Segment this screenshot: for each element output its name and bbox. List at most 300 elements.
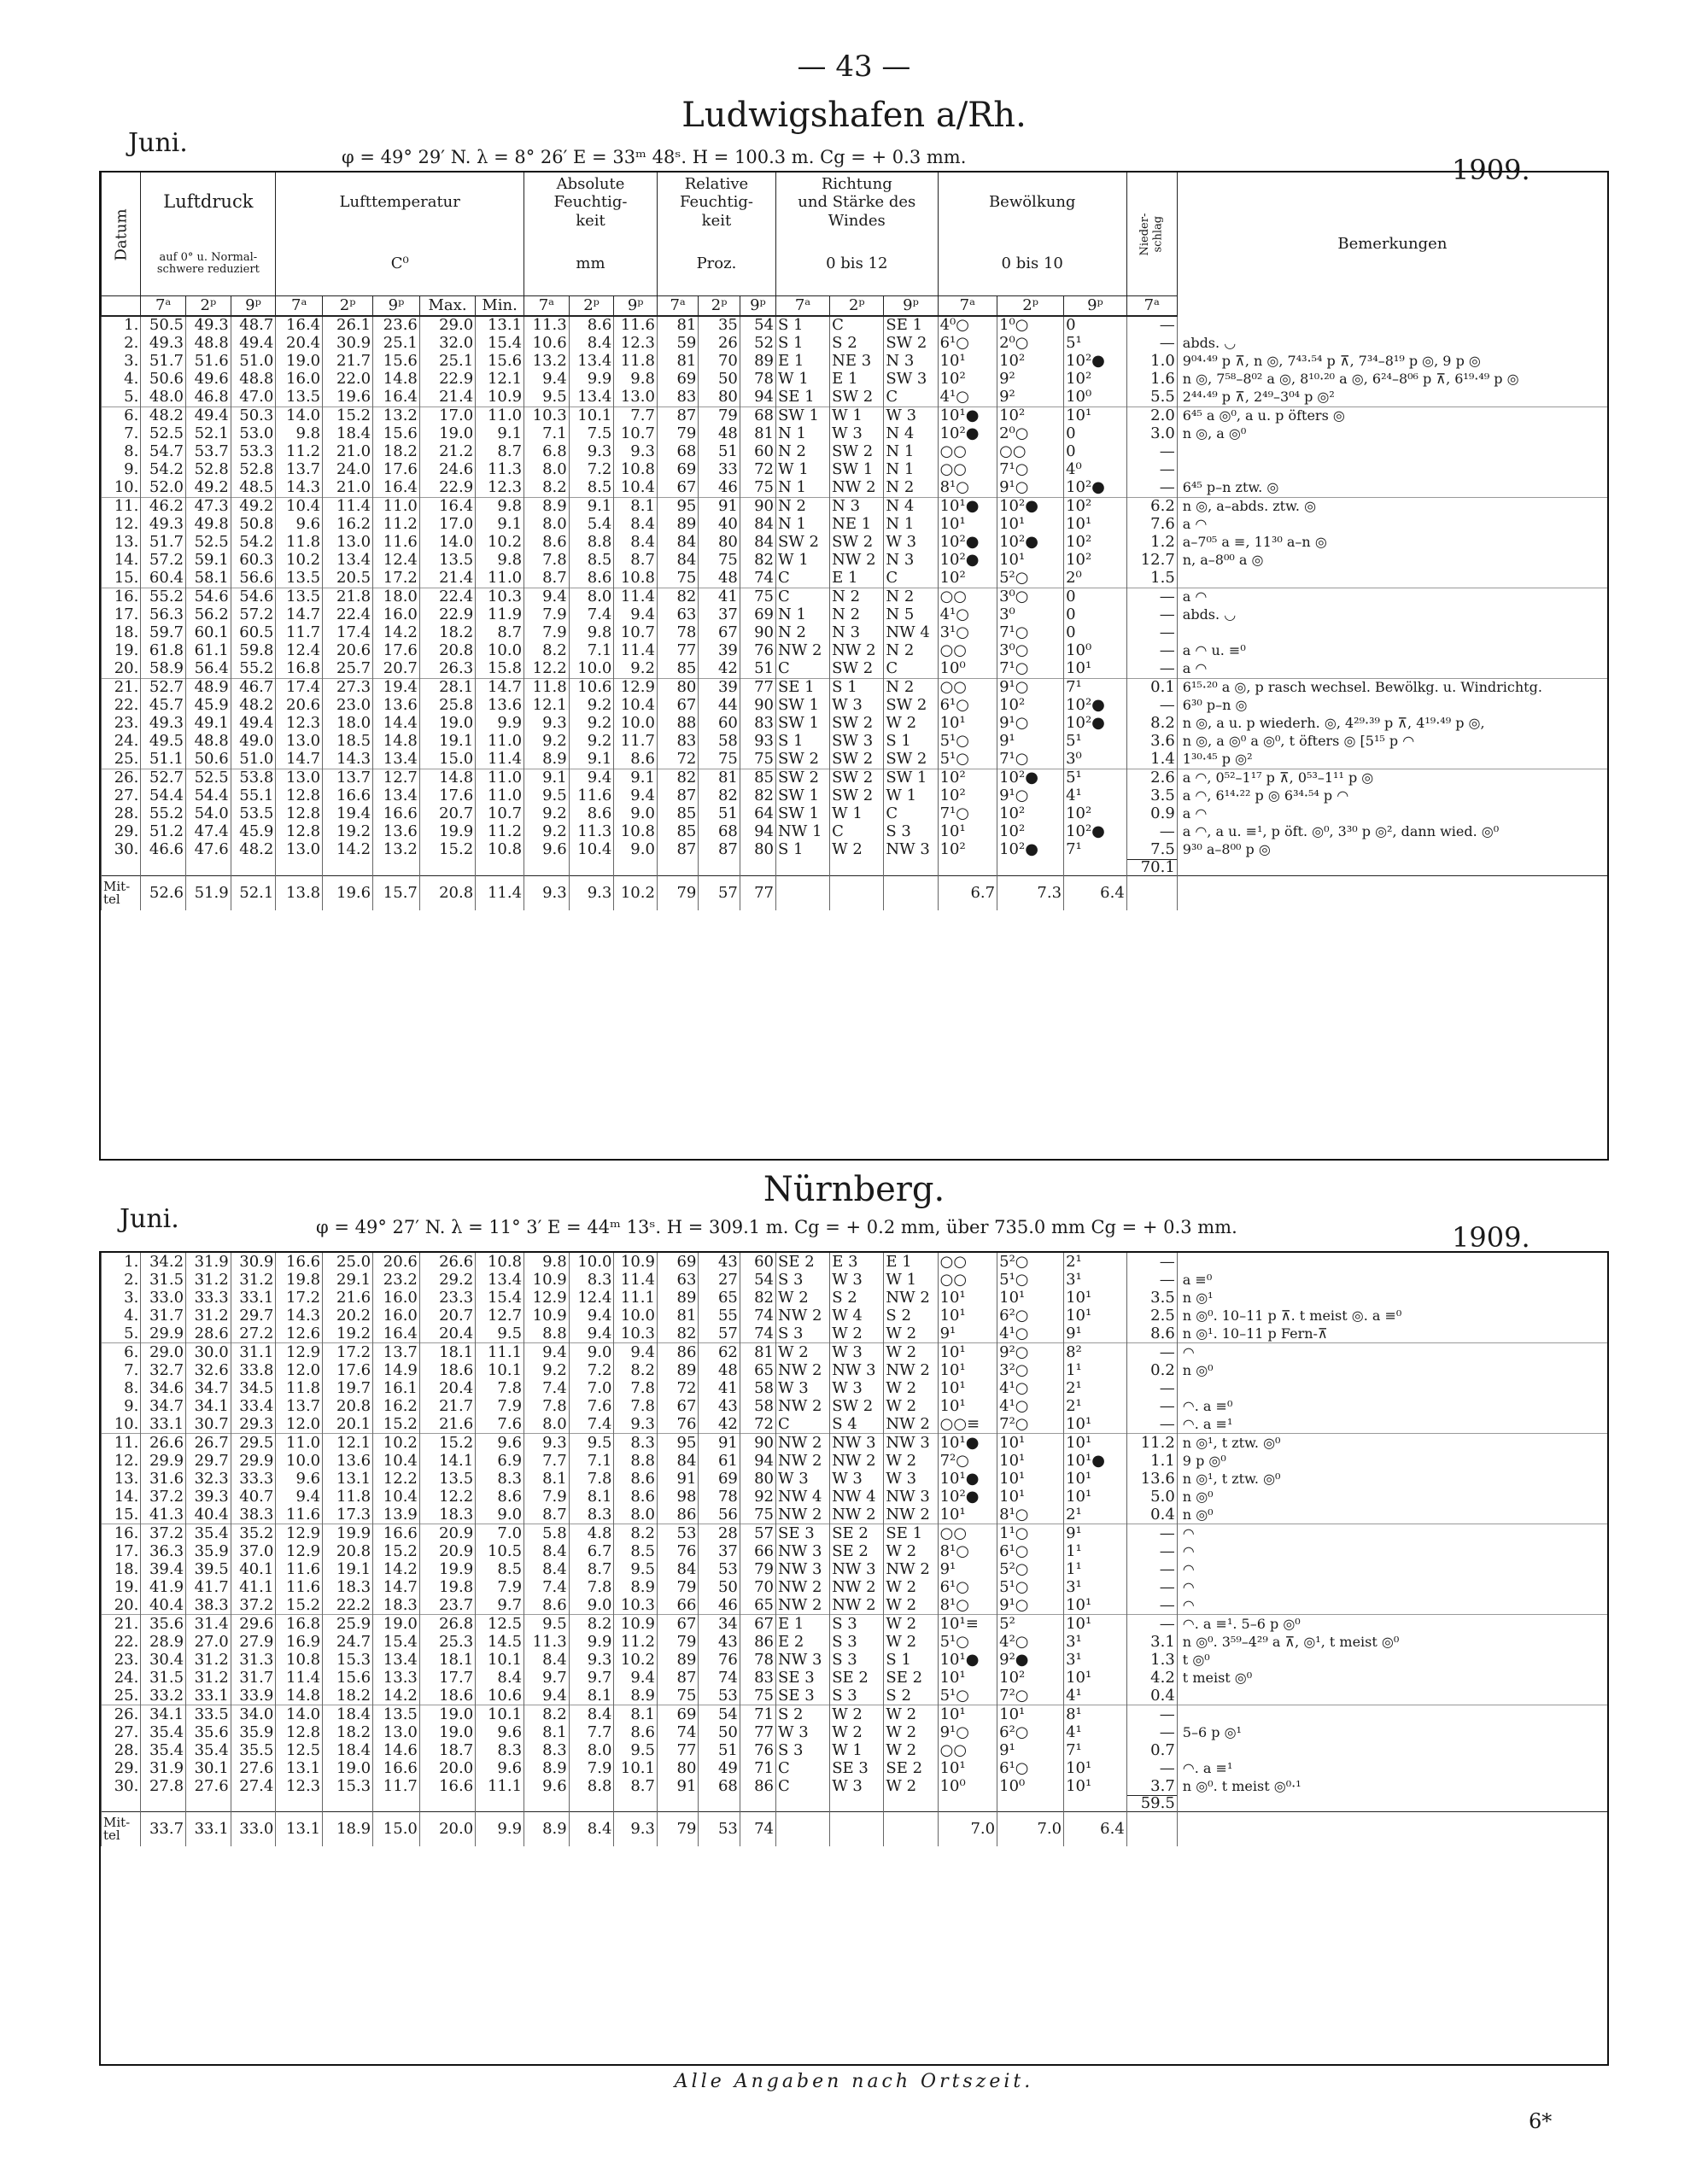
- value-cell: 10.8: [476, 841, 524, 860]
- value-cell: 1⁰○: [997, 316, 1064, 335]
- value-cell: —: [1126, 1271, 1177, 1289]
- value-cell: 41.9: [141, 1578, 186, 1596]
- value-cell: 36.3: [141, 1542, 186, 1560]
- value-cell: 3⁰○: [997, 642, 1064, 660]
- value-cell: N 3: [830, 497, 884, 516]
- value-cell: NW 2: [776, 1506, 830, 1524]
- value-cell: 8.6: [524, 1596, 570, 1615]
- mean-cell: 52.1: [231, 875, 276, 910]
- value-cell: W 3: [776, 1470, 830, 1488]
- value-cell: 50.5: [141, 316, 186, 335]
- value-cell: 10.7: [476, 805, 524, 823]
- value-cell: 8.6: [569, 316, 614, 335]
- value-cell: 53.7: [186, 443, 231, 461]
- value-cell: 22.9: [419, 479, 475, 498]
- value-cell: 7.7: [569, 1723, 614, 1741]
- value-cell: 10.3: [614, 1596, 658, 1615]
- value-cell: 78: [657, 624, 698, 642]
- value-cell: W 2: [776, 1343, 830, 1362]
- value-cell: 5¹: [1064, 733, 1127, 751]
- value-cell: 11.6: [373, 534, 420, 552]
- value-cell: 8.1: [614, 497, 658, 516]
- value-cell: 0.2: [1126, 1361, 1177, 1379]
- value-cell: NW 2: [776, 1578, 830, 1596]
- value-cell: 8.6: [614, 1488, 658, 1506]
- value-cell: 30.7: [186, 1415, 231, 1434]
- value-cell: W 3: [830, 425, 884, 443]
- value-cell: 10¹: [1064, 1307, 1127, 1325]
- value-cell: E 1: [776, 1615, 830, 1634]
- value-cell: 33.5: [186, 1705, 231, 1724]
- value-cell: 67: [699, 624, 740, 642]
- value-cell: ○○: [938, 678, 997, 697]
- value-cell: 55.2: [141, 588, 186, 606]
- value-cell: 49.2: [186, 479, 231, 498]
- value-cell: 10²●: [1064, 697, 1127, 715]
- value-cell: 27.6: [231, 1759, 276, 1777]
- table-row: [102, 570, 1608, 588]
- value-cell: C: [776, 1759, 830, 1777]
- value-cell: 57.2: [231, 606, 276, 624]
- remark-cell: 6⁴⁵ p–n ztw. ◎: [1177, 479, 1607, 498]
- value-cell: 18.5: [323, 733, 373, 751]
- value-cell: 28.6: [186, 1325, 231, 1343]
- day-cell: 18.: [102, 1560, 141, 1578]
- value-cell: 16.6: [419, 1777, 475, 1796]
- value-cell: 6.7: [569, 1542, 614, 1560]
- value-cell: 10²●: [938, 425, 997, 443]
- value-cell: SW 1: [775, 715, 829, 733]
- value-cell: 10¹: [997, 1289, 1064, 1307]
- value-cell: 7.5: [569, 425, 614, 443]
- value-cell: 27.3: [323, 678, 373, 697]
- value-cell: N 1: [775, 425, 829, 443]
- value-cell: 8²: [1064, 1343, 1127, 1362]
- day-cell: 19.: [102, 642, 141, 660]
- value-cell: 13.5: [276, 570, 323, 588]
- value-cell: 2⁰: [1064, 570, 1127, 588]
- header-sub-min: Min.: [476, 296, 524, 316]
- blank-cell: [373, 1796, 420, 1812]
- header-blank: [102, 296, 141, 316]
- blank-cell: [569, 859, 614, 875]
- value-cell: 14.3: [276, 479, 323, 498]
- day-cell: 16.: [102, 588, 141, 606]
- remark-cell: n, a–8⁰⁰ a ◎: [1177, 552, 1607, 570]
- value-cell: S 1: [775, 316, 829, 335]
- remark-cell: 9 p ◎⁰: [1177, 1452, 1607, 1470]
- value-cell: 10¹: [938, 516, 997, 534]
- blank-cell: [614, 859, 658, 875]
- value-cell: N 2: [775, 624, 829, 642]
- value-cell: 18.4: [323, 1741, 373, 1759]
- value-cell: 82: [657, 769, 698, 787]
- value-cell: 51.7: [141, 353, 186, 371]
- value-cell: 7¹○: [938, 805, 997, 823]
- value-cell: 7¹: [1064, 678, 1127, 697]
- value-cell: 52.1: [186, 425, 231, 443]
- value-cell: 9.2: [614, 660, 658, 679]
- blank-cell: [776, 1796, 830, 1812]
- value-cell: 91: [699, 497, 740, 516]
- value-cell: 34.2: [141, 1253, 186, 1271]
- value-cell: 14.6: [373, 1741, 420, 1759]
- value-cell: 21.8: [323, 588, 373, 606]
- value-cell: 48.7: [231, 316, 276, 335]
- value-cell: 30.1: [186, 1759, 231, 1777]
- remark-cell: abds. ◡: [1177, 335, 1607, 353]
- value-cell: 33.3: [186, 1289, 231, 1307]
- value-cell: SW 2: [830, 660, 884, 679]
- value-cell: 10¹≡: [938, 1615, 997, 1634]
- value-cell: 54.6: [231, 588, 276, 606]
- value-cell: —: [1126, 443, 1177, 461]
- value-cell: 20.4: [419, 1325, 475, 1343]
- value-cell: 9.8: [524, 1253, 570, 1271]
- value-cell: 11.7: [276, 624, 323, 642]
- weather-table-nuernberg: [99, 1251, 1609, 2066]
- value-cell: 8.4: [524, 1651, 570, 1669]
- value-cell: 31.2: [186, 1307, 231, 1325]
- value-cell: 18.3: [419, 1506, 475, 1524]
- table-row: [102, 1524, 1608, 1543]
- value-cell: 23.7: [419, 1596, 475, 1615]
- header-sub-t9p: 9ᵖ: [1064, 296, 1127, 316]
- value-cell: 9.4: [524, 371, 570, 389]
- remark-cell: a ≡⁰: [1177, 1271, 1607, 1289]
- value-cell: 94: [740, 1452, 775, 1470]
- value-cell: 12.2: [524, 660, 570, 679]
- value-cell: C: [884, 389, 938, 407]
- value-cell: SW 3: [830, 733, 884, 751]
- value-cell: 17.3: [323, 1506, 373, 1524]
- value-cell: SW 2: [830, 443, 884, 461]
- value-cell: 13.0: [276, 769, 323, 787]
- value-cell: 18.7: [419, 1741, 475, 1759]
- value-cell: 54.4: [186, 787, 231, 805]
- value-cell: 27.4: [231, 1777, 276, 1796]
- value-cell: 14.8: [373, 371, 420, 389]
- value-cell: 7.2: [569, 461, 614, 479]
- month-label: Juni.: [120, 1204, 179, 1234]
- value-cell: W 3: [830, 1271, 884, 1289]
- value-cell: 3⁰○: [997, 588, 1064, 606]
- table-row: [102, 787, 1608, 805]
- day-cell: 11.: [102, 497, 141, 516]
- value-cell: 20.9: [419, 1524, 475, 1543]
- value-cell: 12.4: [373, 552, 420, 570]
- value-cell: 10.4: [276, 497, 323, 516]
- value-cell: 8.7: [524, 1506, 570, 1524]
- blank-cell: [1177, 859, 1607, 875]
- value-cell: 11.8: [614, 353, 658, 371]
- value-cell: 8.7: [614, 552, 658, 570]
- value-cell: 54.2: [141, 461, 186, 479]
- value-cell: 26.6: [141, 1434, 186, 1453]
- value-cell: NW 3: [884, 1488, 938, 1506]
- remark-cell: n ◎⁰. 10–11 p ⊼. t meist ◎. a ≡⁰: [1177, 1307, 1607, 1325]
- value-cell: 8.6: [1126, 1325, 1177, 1343]
- value-cell: N 1: [775, 606, 829, 624]
- value-cell: N 2: [830, 588, 884, 606]
- value-cell: 74: [740, 570, 775, 588]
- value-cell: 76: [657, 1542, 698, 1560]
- remark-cell: 6⁴⁵ a ◎⁰, a u. p öfters ◎: [1177, 406, 1607, 425]
- value-cell: NE 1: [830, 516, 884, 534]
- value-cell: 3²○: [997, 1361, 1064, 1379]
- value-cell: 59: [657, 335, 698, 353]
- value-cell: 52.0: [141, 479, 186, 498]
- value-cell: 12.7: [476, 1307, 524, 1325]
- value-cell: 14.7: [276, 606, 323, 624]
- value-cell: NW 2: [884, 1506, 938, 1524]
- value-cell: 10²: [1064, 552, 1127, 570]
- value-cell: 1¹○: [997, 1524, 1064, 1543]
- mean-cell: [884, 1812, 938, 1847]
- value-cell: 71: [740, 1705, 775, 1724]
- value-cell: 10.4: [373, 1452, 420, 1470]
- value-cell: 5¹○: [938, 1687, 997, 1705]
- value-cell: 21.4: [419, 570, 475, 588]
- value-cell: 54.7: [141, 443, 186, 461]
- value-cell: 14.8: [373, 733, 420, 751]
- value-cell: 20.8: [323, 1542, 373, 1560]
- value-cell: 48.8: [186, 733, 231, 751]
- value-cell: 70: [699, 353, 740, 371]
- value-cell: W 1: [830, 406, 884, 425]
- value-cell: —: [1126, 1524, 1177, 1543]
- value-cell: 9.2: [569, 697, 614, 715]
- value-cell: 33.1: [141, 1415, 186, 1434]
- value-cell: 16.6: [373, 1524, 420, 1543]
- table-row: [102, 733, 1608, 751]
- table-row: [102, 751, 1608, 769]
- value-cell: 11.1: [476, 1343, 524, 1362]
- value-cell: 46.2: [141, 497, 186, 516]
- value-cell: NW 2: [776, 1361, 830, 1379]
- value-cell: 69: [657, 461, 698, 479]
- value-cell: 48.2: [141, 406, 186, 425]
- header-sub-t2p: 2ᵖ: [830, 296, 884, 316]
- value-cell: 7¹: [1064, 841, 1127, 860]
- value-cell: 11.1: [476, 1777, 524, 1796]
- value-cell: 14.7: [476, 678, 524, 697]
- value-cell: 2.0: [1126, 406, 1177, 425]
- mean-cell: 7.0: [938, 1812, 997, 1847]
- value-cell: 13.0: [276, 841, 323, 860]
- value-cell: 80: [657, 678, 698, 697]
- value-cell: 9.0: [569, 1343, 614, 1362]
- remark-cell: [1177, 316, 1607, 335]
- value-cell: —: [1126, 335, 1177, 353]
- value-cell: 49.6: [186, 371, 231, 389]
- value-cell: SW 2: [830, 751, 884, 769]
- value-cell: 50.6: [186, 751, 231, 769]
- value-cell: 15.6: [373, 425, 420, 443]
- value-cell: 89: [657, 1289, 698, 1307]
- value-cell: 29.1: [323, 1271, 373, 1289]
- value-cell: 10¹: [1064, 1669, 1127, 1687]
- remark-cell: n ◎⁰. 3⁵⁹–4²⁹ a ⊼, ◎¹, t meist ◎⁰: [1177, 1633, 1607, 1651]
- value-cell: 9.5: [569, 1434, 614, 1453]
- value-cell: 61: [699, 1452, 740, 1470]
- remark-cell: n ◎¹. 10–11 p Fern-⊼: [1177, 1325, 1607, 1343]
- value-cell: 2⁰○: [997, 335, 1064, 353]
- data-table: [101, 173, 1607, 910]
- value-cell: 13.5: [276, 389, 323, 407]
- value-cell: 9.6: [524, 1777, 570, 1796]
- day-cell: 25.: [102, 1687, 141, 1705]
- value-cell: N 2: [884, 642, 938, 660]
- value-cell: 8.8: [524, 1325, 570, 1343]
- blank-cell: [419, 1796, 475, 1812]
- value-cell: 35.4: [186, 1524, 231, 1543]
- value-cell: 75: [740, 751, 775, 769]
- value-cell: C: [830, 823, 884, 841]
- value-cell: 81: [657, 316, 698, 335]
- value-cell: SE 1: [884, 316, 938, 335]
- value-cell: 30.9: [323, 335, 373, 353]
- value-cell: 8.4: [569, 1705, 614, 1724]
- value-cell: 75: [740, 1687, 775, 1705]
- value-cell: 1.3: [1126, 1651, 1177, 1669]
- value-cell: N 4: [884, 497, 938, 516]
- value-cell: S 2: [776, 1705, 830, 1724]
- value-cell: 58.9: [141, 660, 186, 679]
- table-row: [102, 1578, 1608, 1596]
- mean-cell: 9.3: [614, 1812, 658, 1847]
- mean-cell: 13.8: [276, 875, 323, 910]
- value-cell: 0.9: [1126, 805, 1177, 823]
- value-cell: 18.2: [419, 624, 475, 642]
- value-cell: W 2: [884, 1397, 938, 1415]
- value-cell: 0: [1064, 443, 1127, 461]
- value-cell: 31.1: [231, 1343, 276, 1362]
- value-cell: NW 3: [830, 1560, 884, 1578]
- day-cell: 26.: [102, 1705, 141, 1724]
- value-cell: 1.4: [1126, 751, 1177, 769]
- mean-cell: [1177, 1812, 1607, 1847]
- value-cell: 9.5: [524, 389, 570, 407]
- value-cell: 15.6: [323, 1669, 373, 1687]
- value-cell: 8.6: [614, 1470, 658, 1488]
- value-cell: 8.3: [614, 1434, 658, 1453]
- remark-cell: n ◎¹: [1177, 1289, 1607, 1307]
- value-cell: 8.4: [614, 516, 658, 534]
- blank-cell: [102, 1796, 141, 1812]
- value-cell: 27: [699, 1271, 740, 1289]
- value-cell: 49: [699, 1759, 740, 1777]
- value-cell: 34.1: [141, 1705, 186, 1724]
- value-cell: 8.6: [614, 1723, 658, 1741]
- value-cell: 80: [740, 1470, 775, 1488]
- value-cell: 39.3: [186, 1488, 231, 1506]
- table-row: [102, 1488, 1608, 1506]
- value-cell: —: [1126, 1596, 1177, 1615]
- month-label: Juni.: [128, 128, 188, 158]
- value-cell: 6¹○: [997, 1759, 1064, 1777]
- value-cell: 9.2: [524, 805, 570, 823]
- value-cell: 10.6: [476, 1687, 524, 1705]
- value-cell: 9.6: [276, 516, 323, 534]
- value-cell: 20.7: [419, 1307, 475, 1325]
- value-cell: 88: [657, 715, 698, 733]
- value-cell: 61.1: [186, 642, 231, 660]
- value-cell: 39.4: [141, 1560, 186, 1578]
- value-cell: SE 2: [884, 1759, 938, 1777]
- value-cell: 12.0: [276, 1415, 323, 1434]
- value-cell: 49.8: [186, 516, 231, 534]
- value-cell: 10¹: [938, 353, 997, 371]
- mean-cell: 79: [657, 875, 698, 910]
- value-cell: N 2: [884, 678, 938, 697]
- value-cell: 46.8: [186, 389, 231, 407]
- mean-cell: [776, 1812, 830, 1847]
- value-cell: N 1: [884, 461, 938, 479]
- table-row: [102, 678, 1608, 697]
- value-cell: SW 1: [775, 406, 829, 425]
- value-cell: 8.1: [569, 1687, 614, 1705]
- value-cell: 13.0: [373, 1723, 420, 1741]
- value-cell: 16.4: [419, 497, 475, 516]
- value-cell: 7.8: [524, 552, 570, 570]
- value-cell: 10.7: [614, 425, 658, 443]
- value-cell: 40.7: [231, 1488, 276, 1506]
- value-cell: 12.3: [276, 715, 323, 733]
- value-cell: 41.3: [141, 1506, 186, 1524]
- value-cell: 4¹○: [997, 1325, 1064, 1343]
- value-cell: 35.9: [186, 1542, 231, 1560]
- remark-cell: ◠. a ≡⁰: [1177, 1397, 1607, 1415]
- value-cell: 13.6: [1126, 1470, 1177, 1488]
- value-cell: 7¹○: [997, 461, 1064, 479]
- value-cell: N 1: [884, 443, 938, 461]
- value-cell: 13.7: [373, 1343, 420, 1362]
- value-cell: 11.4: [614, 1271, 658, 1289]
- value-cell: 80: [699, 534, 740, 552]
- value-cell: 90: [740, 697, 775, 715]
- value-cell: W 2: [776, 1289, 830, 1307]
- value-cell: 10.9: [524, 1307, 570, 1325]
- table-row: [102, 823, 1608, 841]
- value-cell: 16.4: [276, 316, 323, 335]
- value-cell: 18.2: [323, 1723, 373, 1741]
- value-cell: W 3: [884, 406, 938, 425]
- header-sub-t9p: 9ᵖ: [884, 296, 938, 316]
- value-cell: 9.7: [524, 1669, 570, 1687]
- value-cell: 12.2: [419, 1488, 475, 1506]
- value-cell: 63: [657, 606, 698, 624]
- mean-label: Mit- tel: [102, 1812, 141, 1847]
- value-cell: 18.4: [323, 1705, 373, 1724]
- value-cell: 82: [740, 1289, 775, 1307]
- value-cell: 9¹○: [997, 479, 1064, 498]
- value-cell: 81: [657, 1307, 698, 1325]
- value-cell: 10¹: [938, 1759, 997, 1777]
- value-cell: 8.0: [524, 1415, 570, 1434]
- value-cell: 85: [657, 805, 698, 823]
- value-cell: 14.3: [276, 1307, 323, 1325]
- value-cell: 17.6: [373, 642, 420, 660]
- value-cell: 49.2: [231, 497, 276, 516]
- value-cell: 60.4: [141, 570, 186, 588]
- value-cell: 10²●: [997, 769, 1064, 787]
- value-cell: 76: [740, 1741, 775, 1759]
- value-cell: 2⁰○: [997, 425, 1064, 443]
- value-cell: 2.5: [1126, 1307, 1177, 1325]
- value-cell: 62: [699, 1343, 740, 1362]
- value-cell: 10.8: [614, 570, 658, 588]
